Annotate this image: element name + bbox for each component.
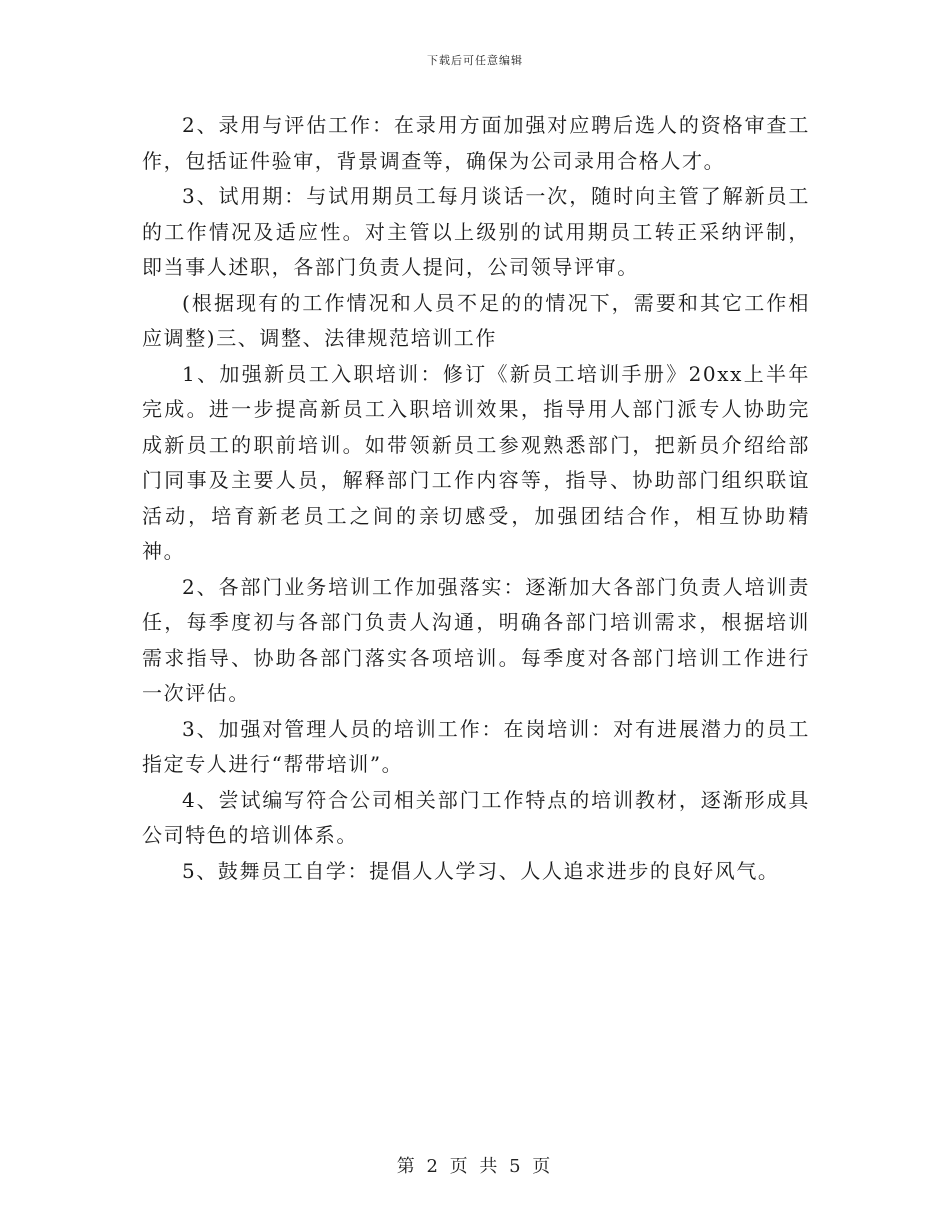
paragraph-self-study: 5、鼓舞员工自学：提倡人人学习、人人追求进步的良好风气。: [182, 858, 780, 883]
page-number: 第 2 页 共 5 页: [396, 1156, 554, 1177]
paragraph-adjustment-note: (根据现有的工作情况和人员不足的的情况下，需要和其它工作相应调整)三、调整、法律规范培训工作: [142, 290, 810, 350]
document-body: [142, 108, 810, 889]
paragraph-management-training: 3、加强对管理人员的培训工作：在岗培训：对有进展潜力的员工指定专人进行“帮带培训”。: [142, 716, 810, 776]
page-header: 下载后可任意编辑: [427, 54, 523, 67]
paragraph-new-employee-training: 1、加强新员工入职培训：修订《新员工培训手册》20xx上半年完成。进一步提高新员工入职培训效果，指导用人部门派专人协助完成新员工的职前培训。如带领新员工参观熟悉部门，把新员介绍给部门同事及主要人员，解释部门工作内容等，指导、协助部门组织联谊活动，培育新老员工之间的亲切感受，加强团结合作，相互协助精神。: [142, 361, 810, 563]
paragraph-training-materials: 4、尝试编写符合公司相关部门工作特点的培训教材，逐渐形成具公司特色的培训体系。: [142, 787, 810, 847]
paragraph-probation: 3、试用期：与试用期员工每月谈话一次，随时向主管了解新员工的工作情况及适应性。对主管以上级别的试用期员工转正采纳评制，即当事人述职，各部门负责人提问，公司领导评审。: [142, 184, 810, 279]
paragraph-department-training: 2、各部门业务培训工作加强落实：逐渐加大各部门负责人培训责任，每季度初与各部门负责人沟通，明确各部门培训需求，根据培训需求指导、协助各部门落实各项培训。每季度对各部门培训工作进行一次评估。: [142, 574, 810, 705]
paragraph-recruitment-evaluation: 2、录用与评估工作：在录用方面加强对应聘后选人的资格审查工作，包括证件验审，背景调查等，确保为公司录用合格人才。: [142, 113, 810, 173]
